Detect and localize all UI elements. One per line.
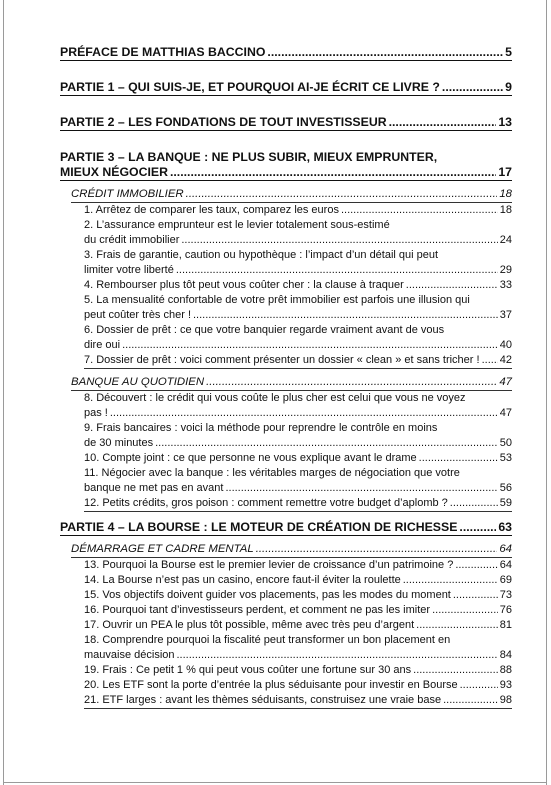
page-number: 17 [498, 165, 512, 179]
item-text-line: mauvaise décision [84, 649, 175, 661]
toc-item[interactable] [84, 391, 512, 421]
toc-item[interactable] [84, 496, 512, 512]
leader-dots [177, 648, 498, 663]
item-text-line: de 30 minutes [84, 437, 154, 449]
page-number: 42 [499, 354, 512, 366]
entry-title-line1: PARTIE 3 – LA BANQUE : NE PLUS SUBIR, MIEUX EMPRUNTER, [60, 150, 438, 164]
page-border-bottom [3, 782, 547, 783]
leader-dots [122, 338, 498, 353]
section-items [84, 203, 512, 369]
toc-item[interactable] [84, 421, 512, 451]
toc-item[interactable] [84, 451, 512, 466]
leader-line [84, 203, 512, 218]
leader-dots [341, 203, 498, 218]
section-gap [60, 369, 512, 373]
page-number: 29 [499, 264, 512, 276]
item-text-line: 1. Arrêtez de comparer les taux, comparez les euros [84, 204, 339, 216]
toc-entry-part1[interactable] [60, 80, 512, 96]
page-number: 18 [499, 188, 512, 200]
item-text-line: peut coûter très cher ! [84, 309, 191, 321]
toc-item[interactable] [84, 558, 512, 573]
page-number: 18 [499, 204, 512, 216]
leader-dots [110, 406, 498, 421]
leader-dots [443, 693, 498, 708]
leader-dots [206, 375, 497, 390]
leader-line [84, 436, 512, 451]
leader-line [84, 618, 512, 633]
leader-dots [389, 115, 497, 130]
leader-line [84, 338, 512, 353]
toc-item[interactable] [84, 466, 512, 496]
leader-dots [256, 542, 498, 557]
page-number: 59 [499, 497, 512, 509]
page-number: 40 [499, 339, 512, 351]
toc-entry-part3[interactable] [60, 150, 512, 181]
item-text-line: 12. Petits crédits, gros poison : comment remettre votre budget d’aplomb ? [84, 497, 448, 509]
leader-dots [432, 603, 498, 618]
leader-line [84, 663, 512, 678]
page-number: 37 [499, 309, 512, 321]
page-number: 84 [499, 649, 512, 661]
item-text-line: 16. Pourquoi tant d’investisseurs perdent, et comment ne pas les imiter [84, 604, 431, 616]
page-number: 76 [499, 604, 512, 616]
leader-line [84, 278, 512, 293]
toc-section[interactable] [71, 542, 512, 558]
item-text-line: limiter votre liberté [84, 264, 174, 276]
toc-item[interactable] [84, 218, 512, 248]
leader-dots [406, 278, 498, 293]
leader-dots [193, 308, 498, 323]
page-number: 50 [499, 437, 512, 449]
leader-line [71, 187, 512, 203]
toc-item[interactable] [84, 353, 512, 369]
item-text-line: 17. Ouvrir un PEA le plus tôt possible, même avec très peu d’argent [84, 619, 415, 631]
toc-item[interactable] [84, 293, 512, 323]
leader-dots [419, 451, 498, 466]
leader-line [84, 648, 512, 663]
toc-item[interactable] [84, 203, 512, 218]
entry-title: PARTIE 4 – LA BOURSE : LE MOTEUR DE CRÉATION DE RICHESSE [60, 520, 458, 534]
leader-line [84, 451, 512, 466]
item-text-line: 5. La mensualité confortable de votre prêt immobilier est parfois une illusion qui [84, 294, 470, 306]
leader-line [84, 678, 512, 693]
item-text-line: 15. Vos objectifs doivent guider vos placements, pas les modes du moment [84, 589, 451, 601]
leader-dots [181, 233, 497, 248]
leader-line [84, 693, 512, 708]
leader-dots [186, 187, 498, 202]
toc-entry-part2[interactable] [60, 115, 512, 131]
page-number: 9 [505, 80, 512, 94]
leader-dots [413, 663, 498, 678]
item-text-line: 4. Rembourser plus tôt peut vous coûter cher : la clause à traquer [84, 279, 404, 291]
leader-dots [170, 165, 496, 180]
leader-dots [455, 558, 497, 573]
item-text-line: 13. Pourquoi la Bourse est le premier levier de croissance d’un patrimoine ? [84, 559, 454, 571]
leader-line [84, 353, 512, 368]
leader-dots [176, 263, 498, 278]
entry-title-line2: MIEUX NÉGOCIER [60, 165, 168, 179]
section-items [84, 558, 512, 709]
section-title: CRÉDIT IMMOBILIER [71, 188, 184, 200]
item-text-line: du crédit immobilier [84, 234, 180, 246]
toc-entry-preface[interactable] [60, 45, 512, 61]
leader-dots [459, 520, 496, 535]
leader-dots [460, 678, 498, 693]
toc-item[interactable] [84, 663, 512, 678]
item-text-line: 6. Dossier de prêt : ce que votre banquier regarde vraiment avant de vous [84, 324, 445, 336]
item-text-line: 9. Frais bancaires : voici la méthode pour reprendre le contrôle en moins [84, 422, 438, 434]
toc-item[interactable] [84, 618, 512, 633]
item-text-line: dire oui [84, 339, 121, 351]
leader-dots [267, 45, 503, 60]
page-number: 63 [498, 520, 512, 534]
leader-line [84, 481, 512, 496]
leader-dots [442, 80, 503, 95]
leader-line [71, 542, 512, 558]
page-number: 13 [498, 115, 512, 129]
toc-item[interactable] [84, 323, 512, 353]
page-number: 24 [499, 234, 512, 246]
item-text-line: 10. Compte joint : ce que personne ne vous explique avant le drame [84, 452, 417, 464]
leader-line [84, 496, 512, 511]
page-number: 64 [499, 543, 512, 555]
page-number: 56 [499, 482, 512, 494]
leader-line [71, 375, 512, 391]
item-text-line: 8. Découvert : le crédit qui vous coûte le plus cher est celui que vous ne voyez [84, 392, 466, 404]
page-number: 93 [499, 679, 512, 691]
item-text-line: 2. L’assurance emprunteur est le levier totalement sous-estimé [84, 219, 390, 231]
page-number: 53 [499, 452, 512, 464]
leader-line [84, 588, 512, 603]
leader-dots [225, 481, 497, 496]
part3-sections [60, 187, 512, 512]
entry-title: PARTIE 2 – LES FONDATIONS DE TOUT INVESTISSEUR [60, 115, 387, 129]
table-of-contents [60, 45, 512, 709]
toc-section[interactable] [71, 187, 512, 203]
leader-line [84, 233, 512, 248]
section-title: DÉMARRAGE ET CADRE MENTAL [71, 543, 254, 555]
toc-item[interactable] [84, 573, 512, 588]
toc-item[interactable] [84, 693, 512, 709]
page-number: 5 [505, 45, 512, 59]
leader-dots [403, 573, 498, 588]
toc-item[interactable] [84, 588, 512, 603]
toc-item[interactable] [84, 603, 512, 618]
item-text-line: 19. Frais : Ce petit 1 % qui peut vous coûter une fortune sur 30 ans [84, 664, 412, 676]
leader-line [84, 603, 512, 618]
part4-sections [60, 542, 512, 709]
page-number: 47 [499, 376, 512, 388]
leader-line [84, 406, 512, 421]
item-text-line: 11. Négocier avec la banque : les véritables marges de négociation que votre [84, 467, 460, 479]
toc-item[interactable] [84, 678, 512, 693]
leader-line [84, 308, 512, 323]
page-number: 98 [499, 694, 512, 706]
entry-title: PRÉFACE DE MATTHIAS BACCINO [60, 45, 266, 59]
page-number: 64 [499, 559, 512, 571]
item-text-line: 7. Dossier de prêt : voici comment présenter un dossier « clean » et sans tricher ! [84, 354, 480, 366]
item-text-line: 18. Comprendre pourquoi la fiscalité peut transformer un bon placement en [84, 634, 451, 646]
page-number: 47 [499, 407, 512, 419]
page-number: 33 [499, 279, 512, 291]
item-text-line: 14. La Bourse n’est pas un casino, encore faut-il éviter la roulette [84, 574, 401, 586]
leader-dots [416, 618, 498, 633]
page-border-left [3, 0, 4, 785]
page-number: 73 [499, 589, 512, 601]
item-text-line: pas ! [84, 407, 108, 419]
section-title: BANQUE AU QUOTIDIEN [71, 376, 205, 388]
toc-item[interactable] [84, 633, 512, 663]
item-text-line: banque ne met pas en avant [84, 482, 224, 494]
page-number: 81 [499, 619, 512, 631]
item-text-line: 21. ETF larges : avant les thèmes séduisants, construisez une vraie base [84, 694, 442, 706]
leader-dots [155, 436, 498, 451]
page-number: 69 [499, 574, 512, 586]
leader-line [84, 573, 512, 588]
section-items [84, 391, 512, 512]
entry-title: PARTIE 1 – QUI SUIS-JE, ET POURQUOI AI-JE ÉCRIT CE LIVRE ? [60, 80, 440, 94]
page-number: 88 [499, 664, 512, 676]
toc-item[interactable] [84, 278, 512, 293]
page-border-right [546, 0, 547, 785]
item-text-line: 20. Les ETF sont la porte d’entrée la plus séduisante pour investir en Bourse [84, 679, 458, 691]
leader-dots [482, 353, 498, 368]
leader-dots [450, 496, 498, 511]
toc-item[interactable] [84, 248, 512, 278]
item-text-line: 3. Frais de garantie, caution ou hypothèque : l’impact d’un détail qui peut [84, 249, 439, 261]
leader-line [84, 558, 512, 573]
toc-entry-part4[interactable] [60, 520, 512, 536]
leader-dots [453, 588, 498, 603]
leader-line [84, 263, 512, 278]
toc-section[interactable] [71, 375, 512, 391]
